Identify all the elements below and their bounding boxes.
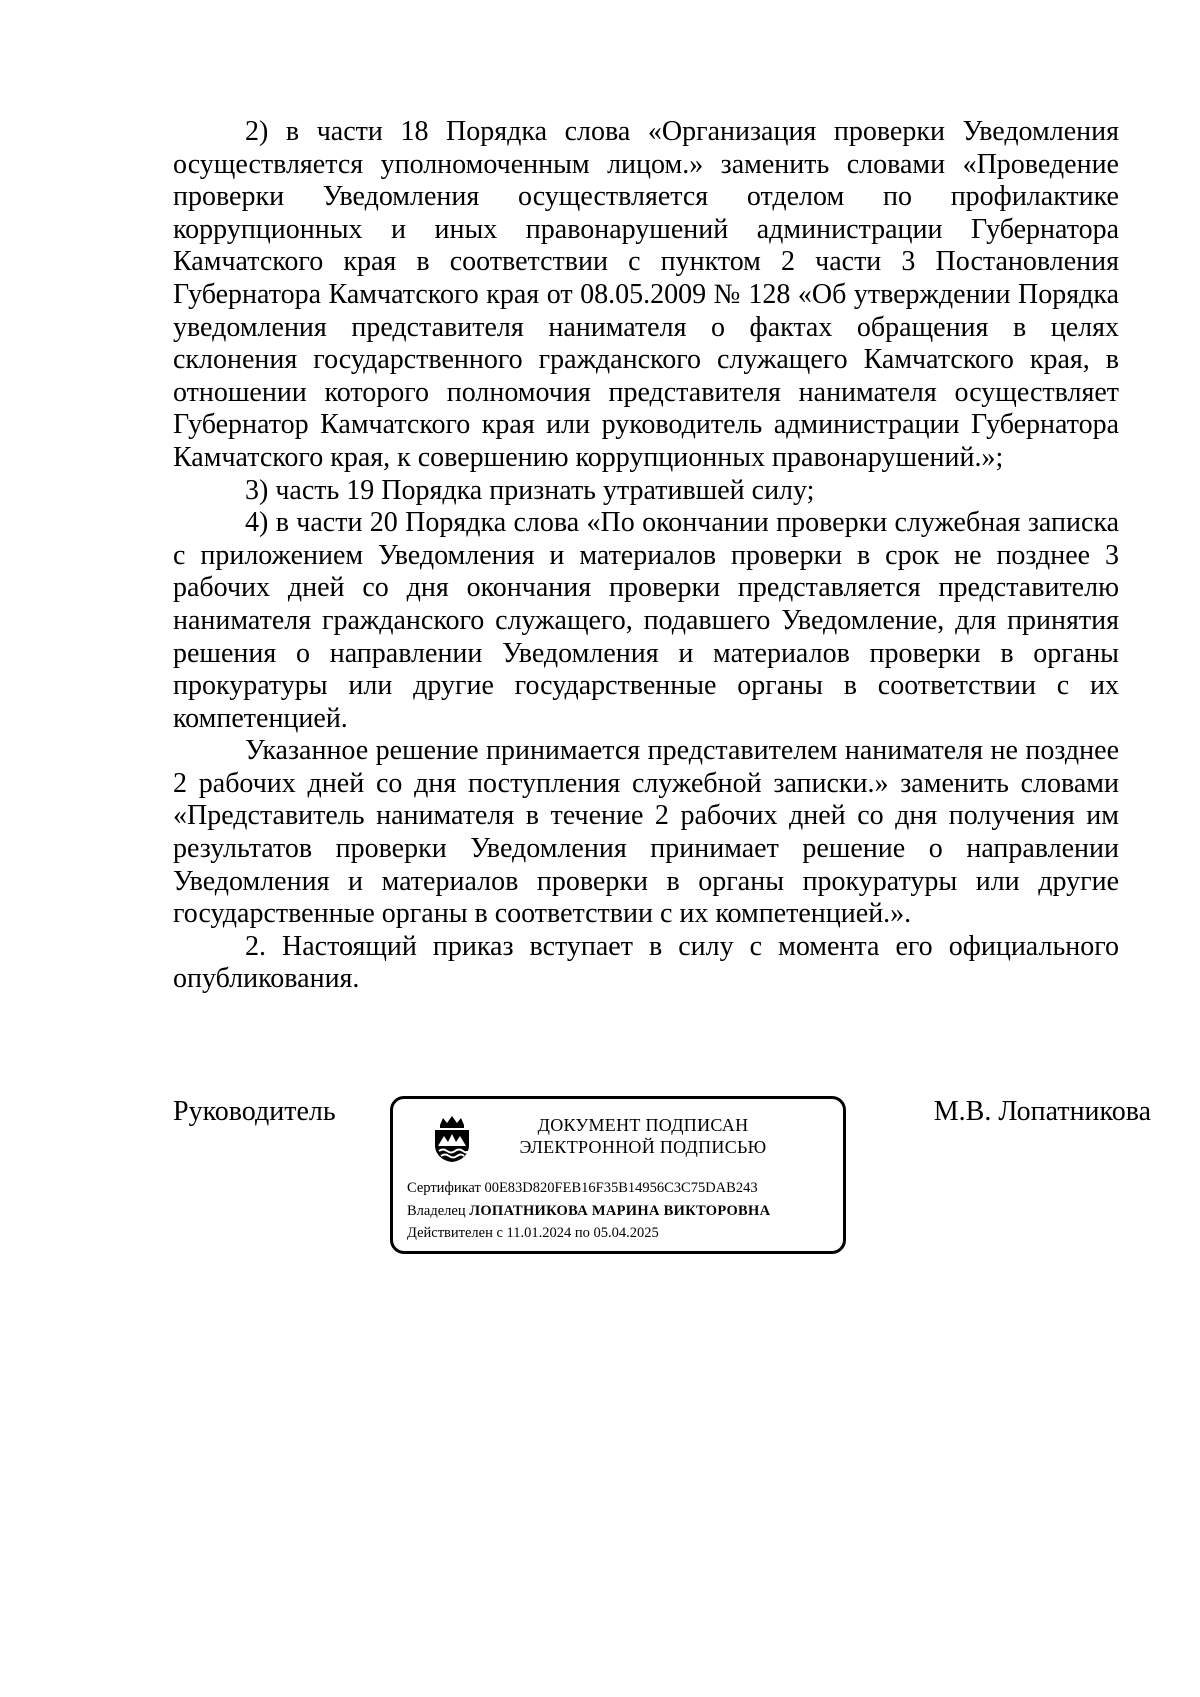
stamp-heading-line: ЭЛЕКТРОННОЙ ПОДПИСЬЮ [519, 1137, 767, 1157]
electronic-signature-stamp [390, 1096, 846, 1254]
valid-label: Действителен с [407, 1225, 503, 1241]
document-body [173, 116, 1119, 996]
signer-title: Руководитель [173, 1096, 336, 1127]
stamp-details [407, 1177, 835, 1245]
paragraph-decision: Указанное решение принимается представителем нанимателя не позднее 2 рабочих дней со дня поступления служебной записки.» заменить словами «Представитель нанимателя в течение 2 рабочих дней со дня получения им результатов проверки Уведомления принимает решение о направлении Уведомления и материалов проверки в органы прокуратуры или другие государственные органы в соответствии с их компетенцией.». [173, 735, 1119, 930]
owner-value: ЛОПАТНИКОВА МАРИНА ВИКТОРОВНА [469, 1202, 771, 1219]
stamp-certificate-row [407, 1177, 835, 1200]
owner-label: Владелец [407, 1202, 466, 1219]
paragraph-item-2: 2) в части 18 Порядка слова «Организация проверки Уведомления осуществляется уполномоченным лицом.» заменить словами «Проведение проверки Уведомления осуществляется отделом по профилактике коррупционных и иных правонарушений администрации Губернатора Камчатского края в соответствии с пунктом 2 части 3 Постановления Губернатора Камчатского края от 08.05.2009 № 128 «Об утверждении Порядка уведомления представителя нанимателя о фактах обращения в целях склонения государственного гражданского служащего Камчатского края, в отношении которого полномочия представителя нанимателя осуществляет Губернатор Камчатского края или руководитель администрации Губернатора Камчатского края, к совершению коррупционных правонарушений.»; [173, 116, 1119, 473]
paragraph-item-3: 3) часть 19 Порядка признать утратившей силу; [245, 474, 815, 506]
stamp-heading-line: ДОКУМЕНТ ПОДПИСАН [537, 1115, 749, 1135]
valid-to: 05.04.2025 [593, 1225, 659, 1241]
stamp-owner-row [407, 1200, 835, 1223]
kamchatka-coat-of-arms-icon [431, 1115, 473, 1163]
certificate-value: 00E83D820FEB16F35B14956C3C75DAB243 [484, 1180, 758, 1196]
stamp-validity-row [407, 1222, 835, 1245]
paragraph-effective: 2. Настоящий приказ вступает в силу с момента его официального опубликования. [173, 930, 1119, 995]
stamp-heading [493, 1114, 793, 1158]
certificate-label: Сертификат [407, 1180, 481, 1196]
signer-name: М.В. Лопатникова [933, 1096, 1151, 1127]
paragraph-item-4: 4) в части 20 Порядка слова «По окончании проверки служебная записка с приложением Уведомления и материалов проверки в срок не позднее 3 рабочих дней со дня окончания проверки представляется представителю нанимателя гражданского служащего, подавшего Уведомление, для принятия решения о направлении Уведомления и материалов проверки в органы прокуратуры или другие государственные органы в соответствии с их компетенцией. [173, 507, 1119, 734]
valid-to-label: по [574, 1225, 590, 1241]
valid-from: 11.01.2024 [506, 1225, 572, 1241]
